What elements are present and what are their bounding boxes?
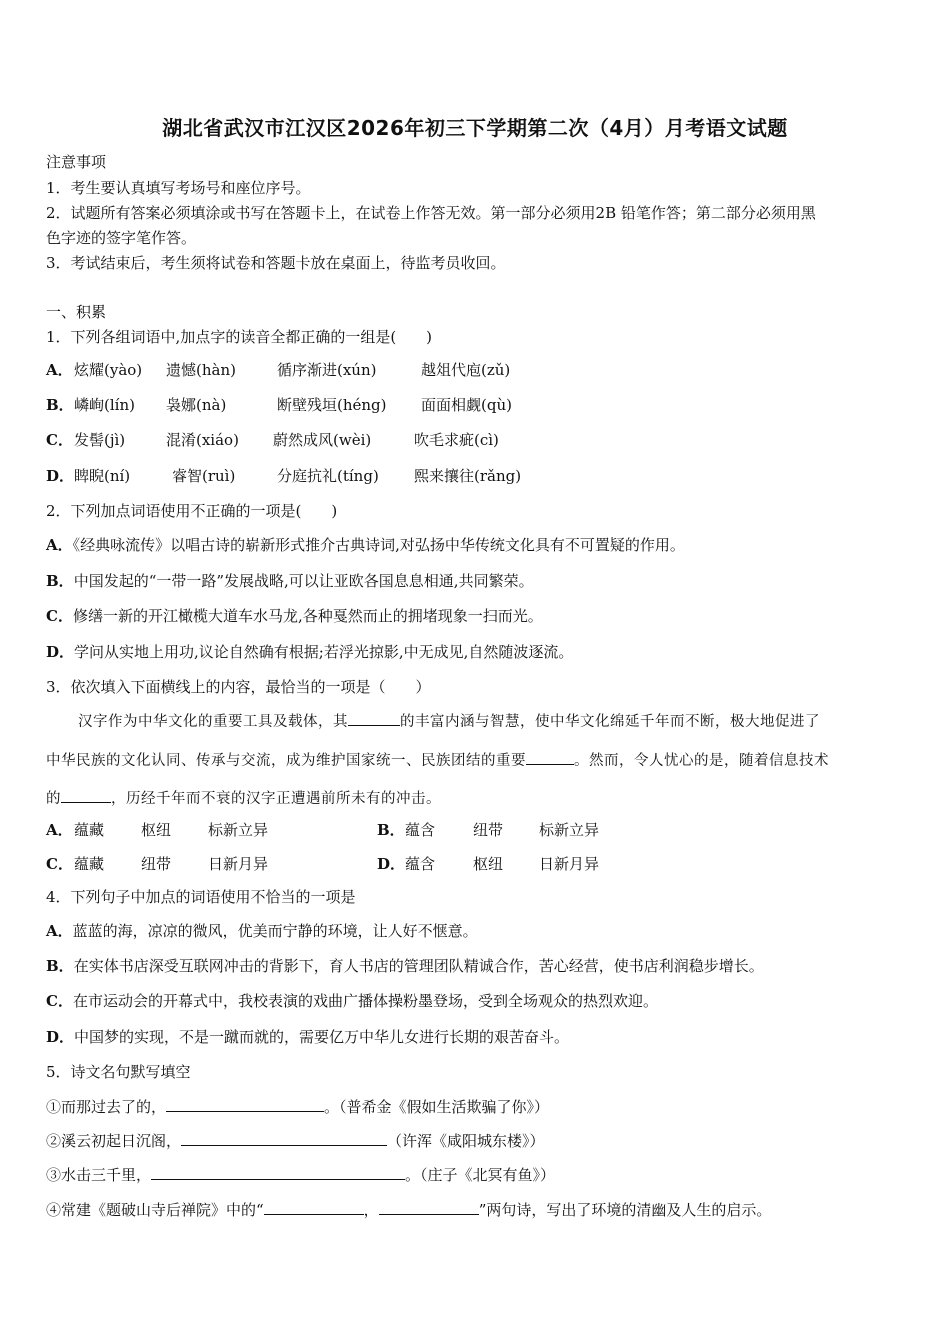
option-item: 纽带 xyxy=(473,821,504,839)
passage-text: 的 xyxy=(46,791,61,807)
option-text: 学问从实地上用功,议论自然确有根据;若浮光掠影,中无成见,自然随波逐流。 xyxy=(74,643,574,661)
option-item: 蕴含 xyxy=(405,855,436,873)
option-letter: A． xyxy=(46,536,73,554)
question-1-stem: 1．下列各组词语中,加点字的读音全都正确的一组是( ) xyxy=(46,328,433,346)
option-row xyxy=(46,571,534,591)
passage-text: ，历经千年而不衰的汉字正遭遇前所未有的冲击。 xyxy=(111,791,441,807)
option-item: 断壁残垣(héng) xyxy=(277,396,387,414)
passage-line xyxy=(78,710,820,731)
recitation-text: ， xyxy=(363,1201,379,1219)
option-item: 越俎代庖(zǔ) xyxy=(421,361,511,379)
question-2-stem: 2．下列加点词语使用不正确的一项是( ) xyxy=(46,502,338,520)
option-text: 在市运动会的开幕式中，我校表演的戏曲广播体操粉墨登场，受到全场观众的热烈欢迎。 xyxy=(72,992,658,1010)
passage-line xyxy=(46,787,441,808)
option-letter: A． xyxy=(46,821,73,839)
recitation-line xyxy=(46,1097,549,1117)
option-letter: C． xyxy=(46,607,73,625)
section-heading: 一、积累 xyxy=(46,303,107,321)
option-item: 面面相觑(qù) xyxy=(421,396,512,414)
fill-blank xyxy=(151,1165,405,1180)
option-item: 蕴藏 xyxy=(74,855,105,873)
option-row xyxy=(46,606,543,626)
page-title: 湖北省武汉市江汉区2026年初三下学期第二次（4月）月考语文试题 xyxy=(162,116,788,140)
option-item: 循序渐进(xún) xyxy=(277,361,377,379)
option-letter: B． xyxy=(46,572,74,590)
passage-text: 的丰富内涵与智慧，使中华文化绵延千年而不断，极大地促进了 xyxy=(400,714,820,730)
option-text: 在实体书店深受互联网冲击的背影下，育人书店的管理团队精诚合作，苦心经营，使书店利润稳步增长。 xyxy=(73,957,764,975)
notice-item: 3．考试结束后，考生须将试卷和答题卡放在桌面上，待监考员收回。 xyxy=(46,254,506,272)
option-letter: A． xyxy=(46,922,73,940)
option-item: 纽带 xyxy=(141,855,172,873)
recitation-text: ②溪云初起日沉阁， xyxy=(46,1132,182,1150)
passage-line xyxy=(46,749,829,770)
option-letter: B． xyxy=(46,396,74,414)
notice-item: 1．考生要认真填写考场号和座位序号。 xyxy=(46,179,311,197)
option-item: 袅娜(nà) xyxy=(166,396,227,414)
option-item: 睿智(ruì) xyxy=(172,467,236,485)
notice-item: 2．试题所有答案必须填涂或书写在答题卡上，在试卷上作答无效。第一部分必须用2B 铅笔作答；第二部分必须用黑 xyxy=(46,204,816,222)
fill-blank xyxy=(166,1097,324,1112)
passage-text: 汉字作为中华文化的重要工具及载体，其 xyxy=(78,714,348,730)
fill-blank xyxy=(526,750,574,765)
option-letter: C． xyxy=(46,992,73,1010)
option-row xyxy=(46,1027,569,1047)
passage-text: 。然而，令人忧心的是，随着信息技术 xyxy=(574,753,829,769)
option-row xyxy=(46,991,658,1011)
option-text: 修缮一新的开江橄榄大道车水马龙,各种戛然而止的拥堵现象一扫而光。 xyxy=(72,607,543,625)
recitation-text: ”两句诗，写出了环境的清幽及人生的启示。 xyxy=(478,1201,772,1219)
fill-blank xyxy=(181,1131,387,1146)
option-text: 蓝蓝的海，凉凉的微风，优美而宁静的环境，让人好不惬意。 xyxy=(72,922,478,940)
notice-heading: 注意事项 xyxy=(46,153,107,171)
option-item: 睥睨(ní) xyxy=(74,467,131,485)
option-item: 枢纽 xyxy=(141,821,172,839)
option-item: 熙来攘往(rǎng) xyxy=(414,467,522,485)
passage-text: 中华民族的文化认同、传承与交流，成为维护国家统一、民族团结的重要 xyxy=(46,753,526,769)
recitation-text: 。（庄子《北冥有鱼》） xyxy=(405,1166,556,1184)
fill-blank xyxy=(264,1200,364,1215)
question-5-stem: 5．诗文名句默写填空 xyxy=(46,1063,191,1081)
option-letter: D． xyxy=(46,1028,75,1046)
recitation-line xyxy=(46,1200,771,1220)
option-letter: D． xyxy=(46,467,75,485)
option-item: 炫耀(yào) xyxy=(74,361,143,379)
option-item: 标新立异 xyxy=(208,821,269,839)
recitation-line xyxy=(46,1165,555,1185)
option-item: 发髻(jì) xyxy=(74,431,126,449)
recitation-text: 。（普希金《假如生活欺骗了你》） xyxy=(324,1098,550,1116)
option-item: 吹毛求疵(cì) xyxy=(414,431,499,449)
option-item: 遗憾(hàn) xyxy=(166,361,236,379)
option-item: 日新月异 xyxy=(539,855,600,873)
option-row xyxy=(46,956,764,976)
option-letter: C． xyxy=(46,855,73,873)
option-item: 日新月异 xyxy=(208,855,269,873)
fill-blank xyxy=(348,711,400,726)
recitation-text: ③水击三千里， xyxy=(46,1166,152,1184)
option-text: 中国发起的“一带一路”发展战略,可以让亚欧各国息息相通,共同繁荣。 xyxy=(73,572,534,590)
option-item: 蕴藏 xyxy=(74,821,105,839)
option-item: 混淆(xiáo) xyxy=(166,431,239,449)
option-item: 标新立异 xyxy=(539,821,600,839)
option-letter: B． xyxy=(46,957,74,975)
question-4-stem: 4．下列句子中加点的词语使用不恰当的一项是 xyxy=(46,888,356,906)
recitation-text: ④常建《题破山寺后禅院》中的“ xyxy=(46,1201,264,1219)
option-item: 嶙峋(lín) xyxy=(74,396,135,414)
option-text: 中国梦的实现，不是一蹴而就的，需要亿万中华儿女进行长期的艰苦奋斗。 xyxy=(74,1028,570,1046)
notice-item: 色字迹的签字笔作答。 xyxy=(46,229,197,247)
recitation-text: ①而那过去了的， xyxy=(46,1098,167,1116)
option-text: 《经典咏流传》以唱古诗的崭新形式推介古典诗词,对弘扬中华传统文化具有不可置疑的作用。 xyxy=(72,536,685,554)
option-letter: B． xyxy=(377,821,405,839)
option-item: 蔚然成风(wèi) xyxy=(273,431,372,449)
option-row xyxy=(46,642,573,662)
option-letter: D． xyxy=(377,855,406,873)
option-row xyxy=(46,535,685,555)
recitation-text: （许浑《咸阳城东楼》） xyxy=(387,1132,545,1150)
option-letter: A． xyxy=(46,361,73,379)
option-letter: C． xyxy=(46,431,73,449)
option-letter: D． xyxy=(46,643,75,661)
fill-blank xyxy=(379,1200,479,1215)
option-row xyxy=(46,921,478,941)
fill-blank xyxy=(61,788,111,803)
recitation-line xyxy=(46,1131,545,1151)
option-item: 枢纽 xyxy=(473,855,504,873)
question-3-stem: 3．依次填入下面横线上的内容，最恰当的一项是（ ） xyxy=(46,678,431,696)
option-item: 蕴含 xyxy=(405,821,436,839)
option-item: 分庭抗礼(tíng) xyxy=(277,467,379,485)
